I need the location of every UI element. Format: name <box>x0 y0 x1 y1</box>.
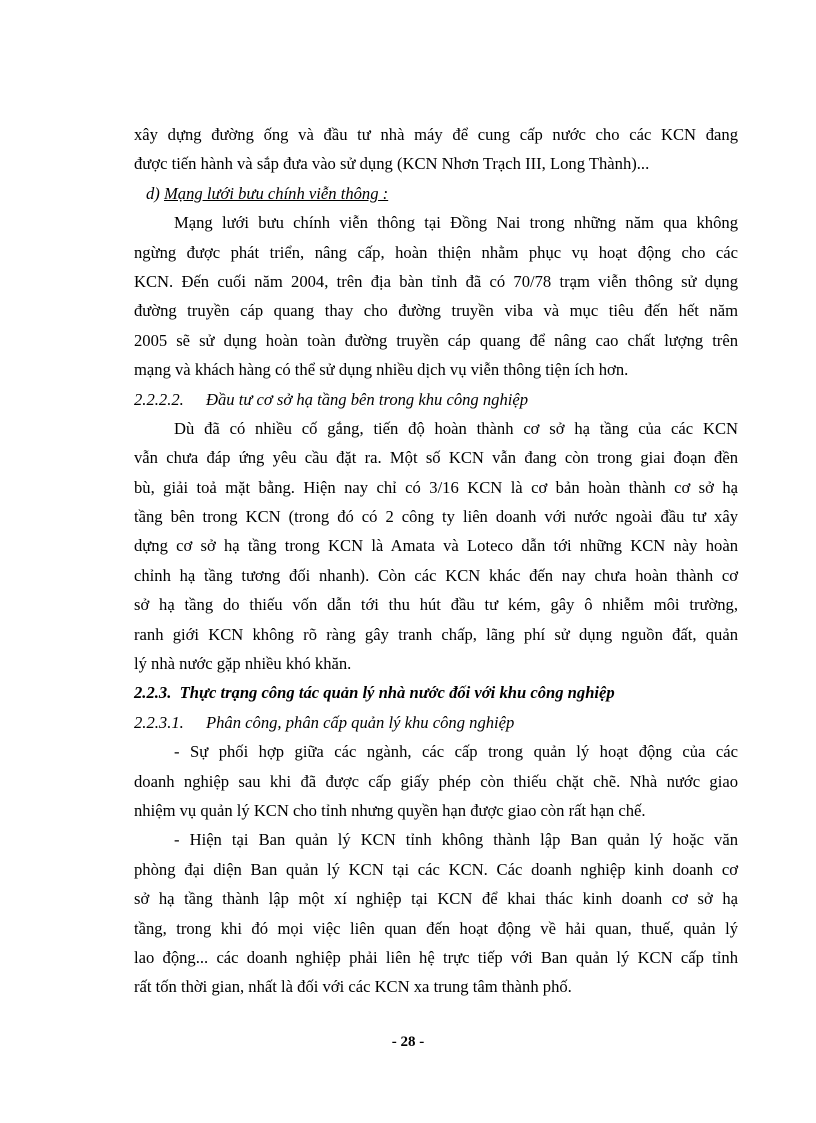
text-line: sở hạ tầng thành lập một xí nghiệp tại KCN để khai thác kinh doanh cơ sở hạ <box>134 889 738 909</box>
text-line: tầng, trong khi đó mọi việc liên quan đến hoạt động về hải quan, thuế, quản lý <box>134 918 738 938</box>
text-line: ranh giới KCN không rõ ràng gây tranh chấp, lãng phí sử dụng nguồn đất, quản <box>134 624 738 644</box>
section-title: Phân công, phân cấp quản lý khu công nghiệp <box>206 712 515 732</box>
text-line: Mạng lưới bưu chính viễn thông tại Đồng Nai trong những năm qua không <box>174 213 738 233</box>
paragraph-water-supply <box>134 120 738 179</box>
section-heading-223: 2.2.3. Thực trạng công tác quản lý nhà nước đối với khu công nghiệp <box>134 683 615 703</box>
text-line: lý nhà nước gặp nhiều khó khăn. <box>134 654 352 674</box>
text-line: mạng và khách hàng có thể sử dụng nhiều dịch vụ viễn thông tiện ích hơn. <box>134 360 629 380</box>
page-number: - 28 - <box>391 1034 425 1050</box>
text-line: KCN. Đến cuối năm 2004, trên địa bàn tỉnh đã có 70/78 trạm viễn thông sử dụng <box>134 271 738 291</box>
subheading-telecom <box>134 179 738 208</box>
paragraph-telecom <box>134 208 738 384</box>
text-line: Dù đã có nhiều cố gắng, tiến độ hoàn thành cơ sở hạ tầng của các KCN <box>174 418 738 438</box>
section-heading-2231 <box>134 708 738 737</box>
text-line: phòng đại diện Ban quản lý KCN tại các KCN. Các doanh nghiệp kinh doanh cơ <box>134 859 738 879</box>
section-number: 2.2.2.2. <box>134 389 184 409</box>
text-line: lao động... các doanh nghiệp phải liên hệ trực tiếp với Ban quản lý KCN cấp tỉnh <box>134 947 738 967</box>
section-number: 2.2.3.1. <box>134 712 184 732</box>
section-title: Đầu tư cơ sở hạ tầng bên trong khu công nghiệp <box>206 389 529 409</box>
paragraph-infrastructure <box>134 414 738 679</box>
text-line: bù, giải toả mặt bằng. Hiện nay chỉ có 3/16 KCN là cơ bản hoàn thành cơ sở hạ <box>134 477 738 497</box>
subheading-title: Mạng lưới bưu chính viễn thông : <box>163 183 389 203</box>
text-line: nhiệm vụ quản lý KCN cho tỉnh nhưng quyền hạn được giao còn rất hạn chế. <box>134 800 646 820</box>
section-heading-2222 <box>134 385 738 414</box>
paragraph-coordination <box>134 737 738 825</box>
text-line: dựng cơ sở hạ tầng trong KCN là Amata và Loteco dẫn tới những KCN này hoàn <box>134 536 738 556</box>
text-line: doanh nghiệp sau khi đã được cấp giấy phép còn thiếu chặt chẽ. Nhà nước giao <box>134 771 738 791</box>
text-line: xây dựng đường ống và đầu tư nhà máy để cung cấp nước cho các KCN đang <box>134 125 738 144</box>
subheading-prefix: d) <box>146 183 160 203</box>
text-line: - Hiện tại Ban quản lý KCN tỉnh không thành lập Ban quản lý hoặc văn <box>174 830 738 850</box>
text-line: 2005 sẽ sử dụng hoàn toàn đường truyền cáp quang để nâng cao chất lượng trên <box>134 330 738 350</box>
text-line: chỉnh hạ tầng tương đối nhanh). Còn các KCN khác đến nay chưa hoàn thành cơ <box>134 565 738 585</box>
document-page <box>134 120 738 1002</box>
text-line: vẫn chưa đáp ứng yêu cầu đặt ra. Một số KCN vẫn đang còn trong giai đoạn đền <box>134 448 738 468</box>
text-line: tầng bên trong KCN (trong đó có 2 công ty liên doanh với nước ngoài đầu tư xây <box>134 507 738 527</box>
text-line: được tiến hành và sắp đưa vào sử dụng (KCN Nhơn Trạch III, Long Thành)... <box>134 154 650 174</box>
text-line: rất tốn thời gian, nhất là đối với các KCN xa trung tâm thành phố. <box>134 977 572 997</box>
text-line: đường truyền cáp quang thay cho đường truyền viba và mục tiêu đến hết năm <box>134 301 738 321</box>
text-line: sở hạ tầng do thiếu vốn dẫn tới thu hút đầu tư kém, gây ô nhiễm môi trường, <box>134 595 738 615</box>
paragraph-management-board <box>134 825 738 1001</box>
text-line: - Sự phối hợp giữa các ngành, các cấp trong quản lý hoạt động của các <box>174 742 738 762</box>
text-line: ngừng được phát triển, nâng cấp, hoàn thiện nhằm phục vụ hoạt động cho các <box>134 242 738 262</box>
